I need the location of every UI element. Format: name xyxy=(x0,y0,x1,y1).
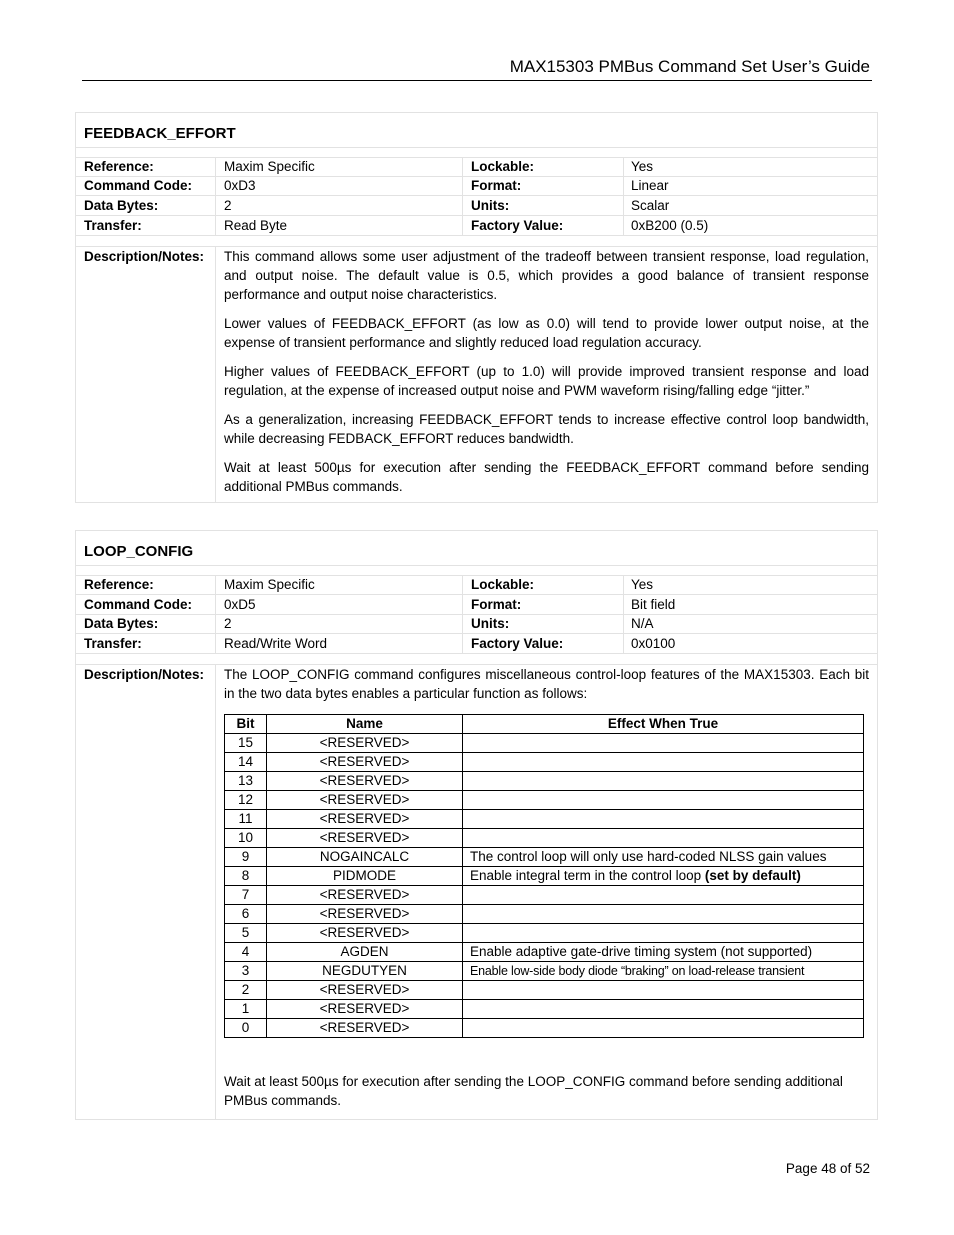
table-row xyxy=(225,848,864,867)
name-cell: NEGDUTYEN xyxy=(267,962,463,981)
transfer-value: Read/Write Word xyxy=(224,636,328,651)
reference-value: Maxim Specific xyxy=(224,577,315,592)
effect-cell xyxy=(463,924,864,943)
bit-cell: 2 xyxy=(225,981,267,1000)
bit-field-table xyxy=(224,714,864,1038)
format-label: Format: xyxy=(471,178,522,193)
description-paragraph: This command allows some user adjustment of the tradeoff between transient response, load regulation, and output noise. The default value is 0.5, which provides a good balance of transient response performance and output noise characteristics. xyxy=(224,249,869,302)
reference-label: Reference: xyxy=(84,577,154,592)
name-cell: NOGAINCALC xyxy=(267,848,463,867)
execution-note: Wait at least 500µs for execution after sending the LOOP_CONFIG command before sending additional PMBus commands. xyxy=(224,1074,843,1108)
reference-value: Maxim Specific xyxy=(224,159,315,174)
effect-text: Enable integral term in the control loop xyxy=(470,868,705,883)
effect-cell xyxy=(463,981,864,1000)
name-cell: <RESERVED> xyxy=(267,734,463,753)
effect-text: Enable low-side body diode “braking” on load-release transient xyxy=(470,964,805,978)
command-code-label: Command Code: xyxy=(84,178,192,193)
name-cell: <RESERVED> xyxy=(267,791,463,810)
effect-column-header: Effect When True xyxy=(463,715,864,734)
description-label: Description/Notes: xyxy=(84,249,205,264)
table-row xyxy=(225,753,864,772)
name-cell: <RESERVED> xyxy=(267,753,463,772)
name-cell: <RESERVED> xyxy=(267,1019,463,1038)
effect-text: Enable adaptive gate-drive timing system (not supported) xyxy=(470,944,813,959)
name-cell: <RESERVED> xyxy=(267,829,463,848)
bit-cell: 6 xyxy=(225,905,267,924)
factory-value: 0x0100 xyxy=(631,636,676,651)
table-row xyxy=(225,829,864,848)
data-bytes-label: Data Bytes: xyxy=(84,198,159,213)
bit-cell: 3 xyxy=(225,962,267,981)
name-cell: AGDEN xyxy=(267,943,463,962)
factory-value: 0xB200 (0.5) xyxy=(631,218,709,233)
data-bytes-label: Data Bytes: xyxy=(84,616,159,631)
bit-cell: 4 xyxy=(225,943,267,962)
format-value: Bit field xyxy=(631,597,676,612)
units-label: Units: xyxy=(471,616,510,631)
effect-cell xyxy=(463,753,864,772)
format-label: Format: xyxy=(471,597,522,612)
table-row xyxy=(225,962,864,981)
data-bytes-value: 2 xyxy=(224,616,232,631)
effect-text: The control loop will only use hard-coded NLSS gain values xyxy=(470,849,827,864)
lockable-label: Lockable: xyxy=(471,577,535,592)
description-label: Description/Notes: xyxy=(84,667,205,682)
loop-config-section xyxy=(75,530,878,1120)
description-paragraph: Lower values of FEEDBACK_EFFORT (as low as 0.0) will tend to provide lower output noise, at the expense of transient performance and slightly reduced load regulation accuracy. xyxy=(224,316,869,350)
reference-label: Reference: xyxy=(84,159,154,174)
table-row xyxy=(225,1019,864,1038)
description-paragraph: Wait at least 500µs for execution after sending the FEEDBACK_EFFORT command before sending additional PMBus commands. xyxy=(224,460,869,494)
bit-cell: 12 xyxy=(225,791,267,810)
table-row xyxy=(225,924,864,943)
units-label: Units: xyxy=(471,198,510,213)
effect-cell xyxy=(463,1000,864,1019)
effect-emphasis: (set by default) xyxy=(704,868,801,883)
effect-cell xyxy=(463,810,864,829)
feedback-effort-section xyxy=(75,112,878,503)
name-cell: <RESERVED> xyxy=(267,981,463,1000)
bit-cell: 7 xyxy=(225,886,267,905)
section-title: LOOP_CONFIG xyxy=(84,543,194,560)
name-cell: <RESERVED> xyxy=(267,886,463,905)
table-row xyxy=(225,981,864,1000)
table-row xyxy=(225,734,864,753)
table-row xyxy=(225,886,864,905)
lockable-value: Yes xyxy=(631,159,654,174)
table-header-row xyxy=(225,715,864,734)
effect-cell xyxy=(463,943,864,962)
effect-cell xyxy=(463,848,864,867)
bit-cell: 13 xyxy=(225,772,267,791)
name-cell: <RESERVED> xyxy=(267,810,463,829)
name-cell: <RESERVED> xyxy=(267,905,463,924)
effect-cell xyxy=(463,867,864,886)
effect-cell xyxy=(463,829,864,848)
name-cell: PIDMODE xyxy=(267,867,463,886)
table-row xyxy=(225,905,864,924)
lockable-value: Yes xyxy=(631,577,654,592)
data-bytes-value: 2 xyxy=(224,198,232,213)
lockable-label: Lockable: xyxy=(471,159,535,174)
bit-cell: 10 xyxy=(225,829,267,848)
units-value: N/A xyxy=(631,616,654,631)
table-row xyxy=(225,810,864,829)
section-title: FEEDBACK_EFFORT xyxy=(84,125,236,142)
page-number: Page 48 of 52 xyxy=(785,1161,870,1176)
description-paragraph: Higher values of FEEDBACK_EFFORT (up to 1.0) will provide improved transient response and load regulation, at the expense of increased output noise and PWM waveform rising/falling edge “jitter.” xyxy=(224,364,869,398)
name-cell: <RESERVED> xyxy=(267,1000,463,1019)
name-column-header: Name xyxy=(267,715,463,734)
page-header-title: MAX15303 PMBus Command Set User’s Guide xyxy=(509,57,870,76)
table-row xyxy=(225,772,864,791)
name-cell: <RESERVED> xyxy=(267,772,463,791)
bit-cell: 1 xyxy=(225,1000,267,1019)
table-row xyxy=(225,1000,864,1019)
transfer-value: Read Byte xyxy=(224,218,288,233)
units-value: Scalar xyxy=(631,198,670,213)
command-code-value: 0xD5 xyxy=(224,597,256,612)
bit-cell: 0 xyxy=(225,1019,267,1038)
command-code-label: Command Code: xyxy=(84,597,192,612)
bit-cell: 8 xyxy=(225,867,267,886)
header-rule xyxy=(82,80,872,81)
description-paragraph: As a generalization, increasing FEEDBACK_EFFORT tends to increase effective control loop bandwidth, while decreasing FEDBACK_EFFORT reduces bandwidth. xyxy=(224,412,869,446)
effect-cell xyxy=(463,886,864,905)
table-row xyxy=(225,943,864,962)
effect-cell xyxy=(463,791,864,810)
table-row xyxy=(225,867,864,886)
table-row xyxy=(225,791,864,810)
effect-cell xyxy=(463,905,864,924)
effect-cell xyxy=(463,1019,864,1038)
transfer-label: Transfer: xyxy=(84,218,142,233)
bit-cell: 5 xyxy=(225,924,267,943)
bit-cell: 9 xyxy=(225,848,267,867)
command-code-value: 0xD3 xyxy=(224,178,256,193)
effect-cell xyxy=(463,962,864,981)
bit-cell: 14 xyxy=(225,753,267,772)
bit-column-header: Bit xyxy=(225,715,267,734)
factory-value-label: Factory Value: xyxy=(471,636,564,651)
description-body xyxy=(224,247,869,506)
format-value: Linear xyxy=(631,178,669,193)
description-intro: The LOOP_CONFIG command configures miscellaneous control-loop features of the MAX15303. Each bit in the two data bytes enables a particular function as follows: xyxy=(224,667,869,701)
factory-value-label: Factory Value: xyxy=(471,218,564,233)
bit-cell: 11 xyxy=(225,810,267,829)
transfer-label: Transfer: xyxy=(84,636,142,651)
name-cell: <RESERVED> xyxy=(267,924,463,943)
effect-cell xyxy=(463,772,864,791)
bit-cell: 15 xyxy=(225,734,267,753)
effect-cell xyxy=(463,734,864,753)
